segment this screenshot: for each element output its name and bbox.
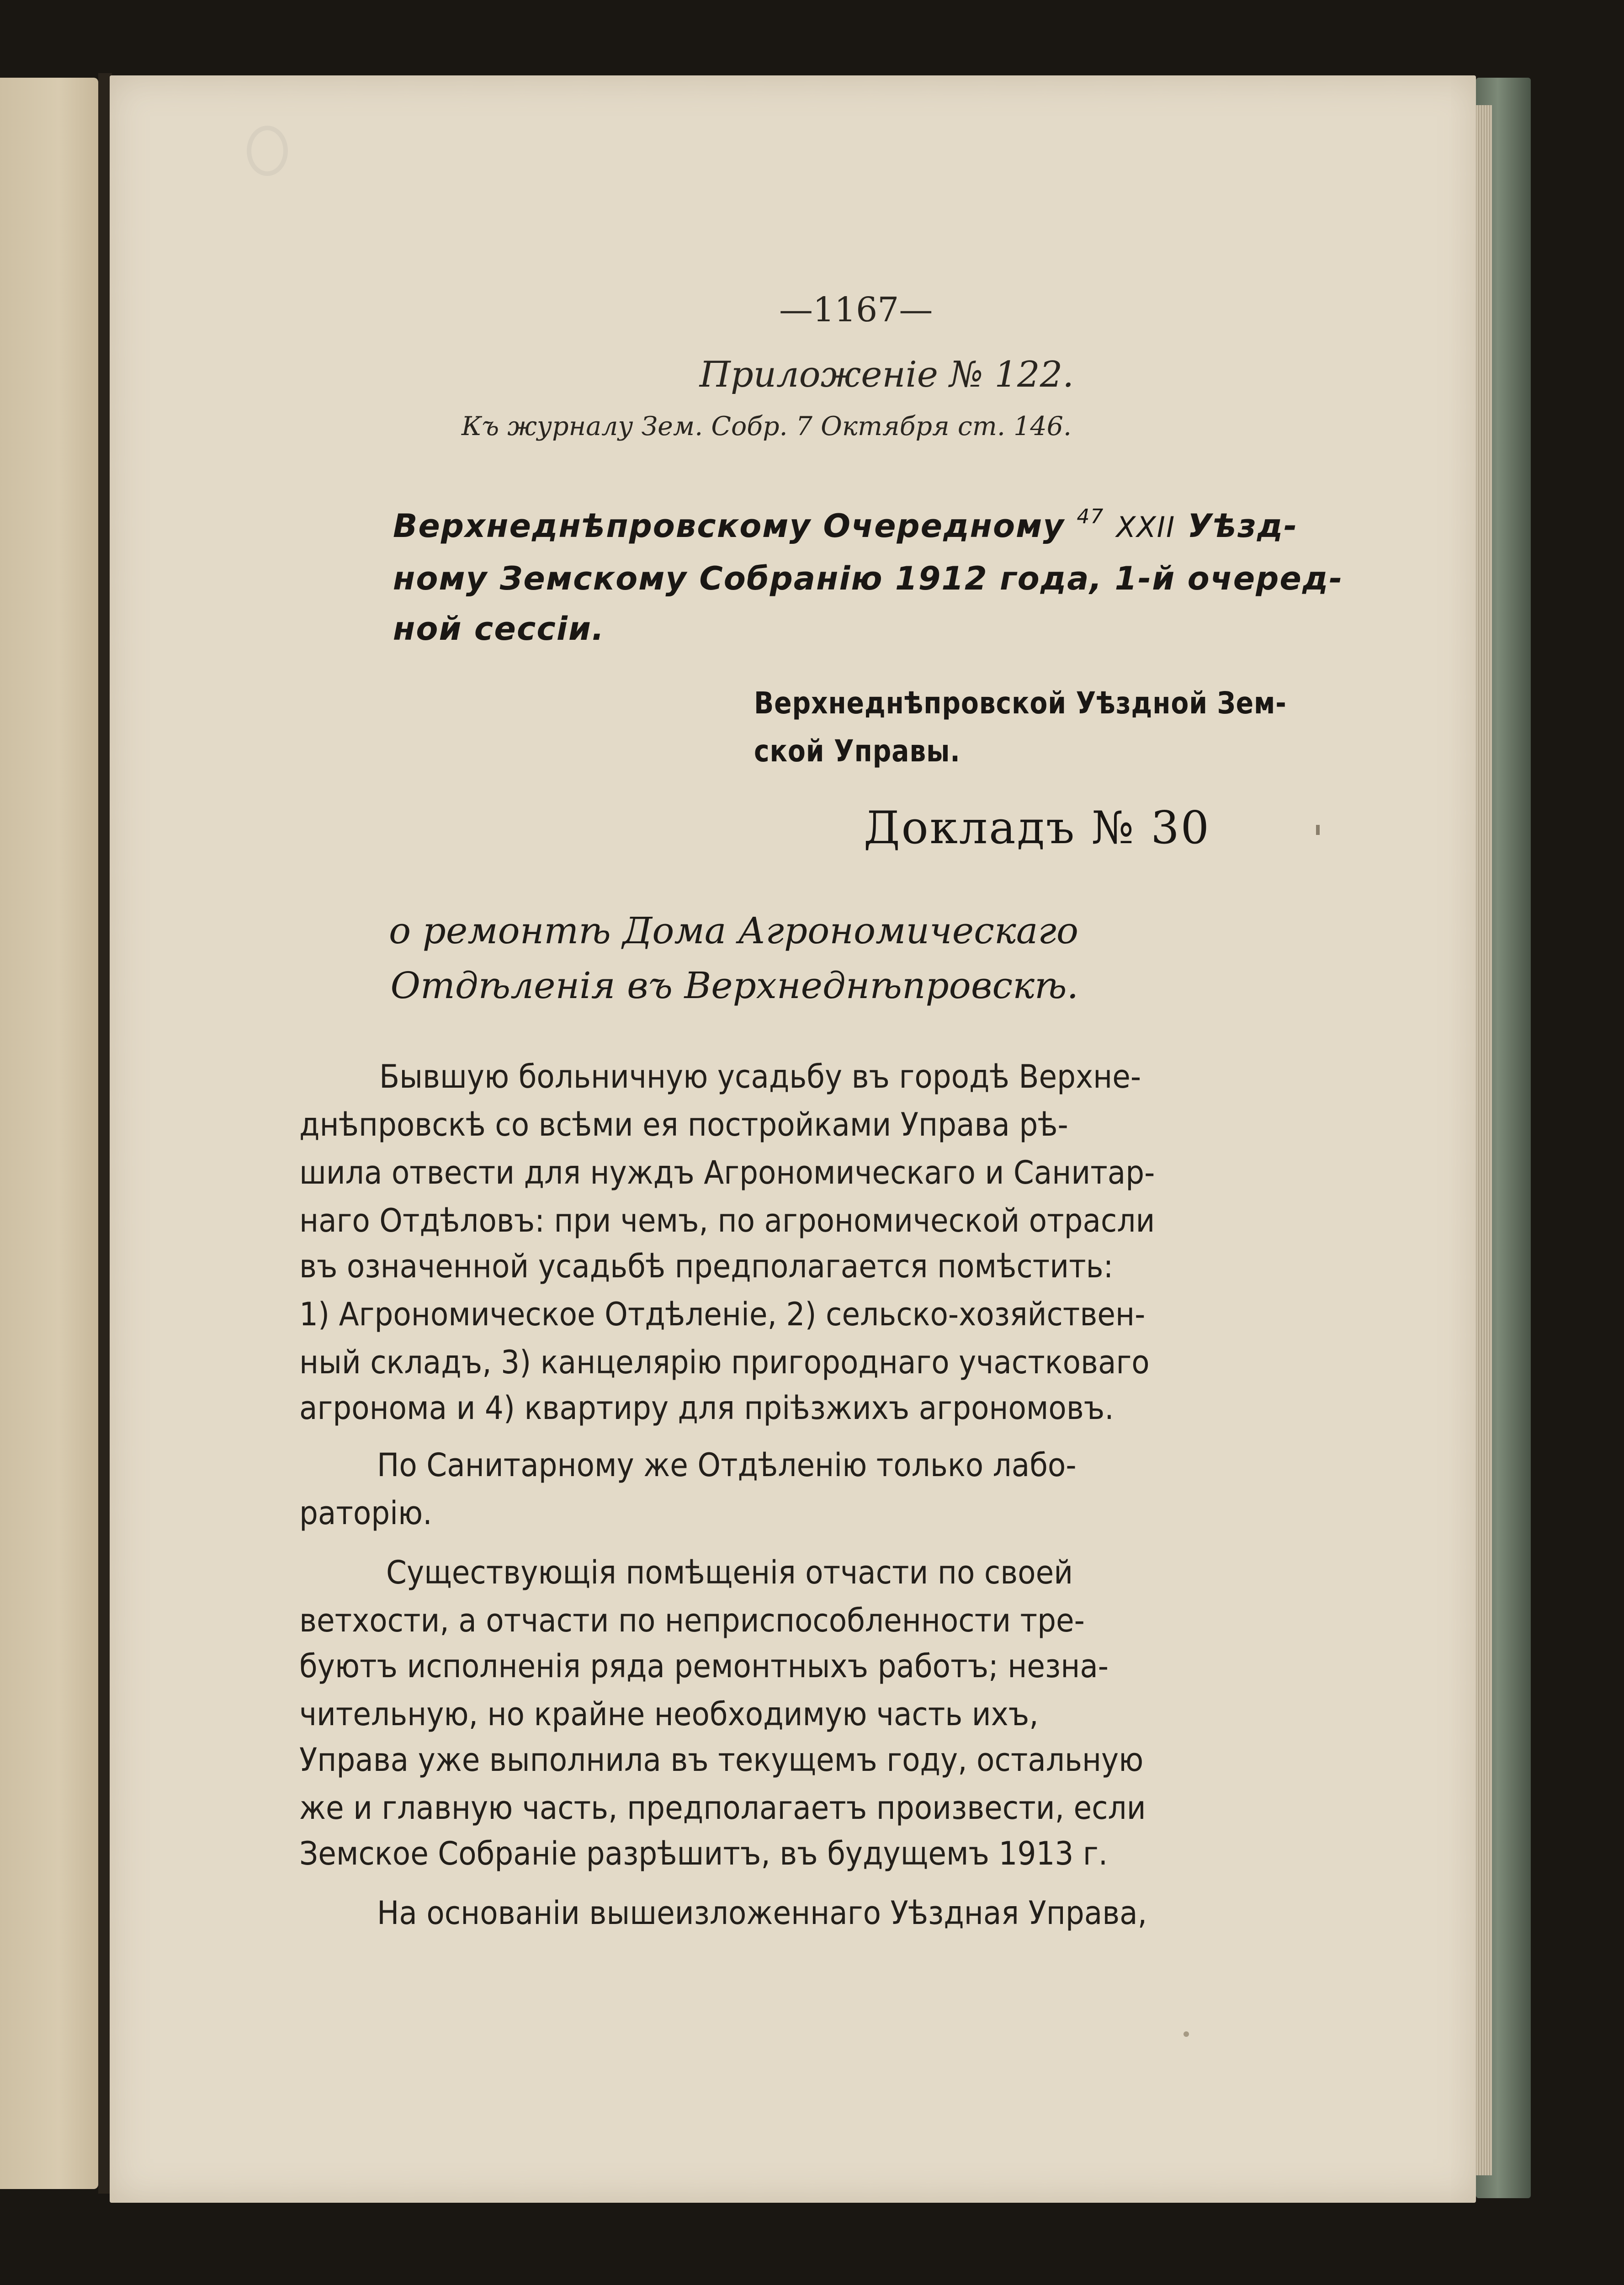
addressee-text: Верхнеднѣпровскому Очередному <box>393 507 1065 545</box>
addressee-superscript: 47 <box>1077 505 1104 528</box>
ink-speck <box>1316 825 1320 835</box>
addressee-line <box>393 507 1298 545</box>
page-stack-edge <box>1474 105 1492 2175</box>
report-subject-line: о ремонтѣ Дома Агрономическаго <box>389 909 1078 952</box>
body-line: же и главную часть, предполагаетъ произвести, если <box>299 1789 1146 1827</box>
body-line: Существующія помѣщенія отчасти по своей <box>386 1554 1073 1591</box>
body-line: чительную, но крайне необходимую часть ихъ, <box>299 1695 1039 1733</box>
binding-ring-icon <box>247 126 288 176</box>
body-line: днѣпровскѣ со всѣми ея постройками Управа рѣ- <box>299 1106 1068 1143</box>
body-line: агронома и 4) квартиру для пріѣзжихъ агрономовъ. <box>299 1389 1114 1427</box>
body-line: На основаніи вышеизложеннаго Уѣздная Управа, <box>377 1894 1147 1932</box>
body-line: ветхости, а отчасти по неприспособленности тре- <box>299 1602 1085 1639</box>
previous-page-edge <box>0 78 98 2189</box>
sender-line: Верхнеднѣпровской Уѣздной Зем- <box>754 686 1287 721</box>
addressee-text: Уѣзд- <box>1187 507 1298 545</box>
body-line: 1) Агрономическое Отдѣленіе, 2) сельско-хозяйствен- <box>299 1296 1146 1333</box>
body-line: Бывшую больничную усадьбу въ городѣ Верхне- <box>379 1058 1141 1095</box>
sender-line: ской Управы. <box>754 733 961 769</box>
body-line: буютъ исполненія ряда ремонтныхъ работъ; незна- <box>299 1647 1109 1685</box>
page-number: —1167— <box>779 290 933 329</box>
body-line: По Санитарному же Отдѣленію только лабо- <box>377 1446 1077 1484</box>
body-line: наго Отдѣловъ: при чемъ, по агрономической отрасли <box>299 1202 1155 1239</box>
body-line: шила отвести для нуждъ Агрономическаго и Санитар- <box>299 1154 1155 1191</box>
ink-speck <box>1184 2031 1189 2037</box>
body-line: ный складъ, 3) канцелярію пригороднаго участковаго <box>299 1344 1150 1381</box>
session-roman-numeral: XXII <box>1116 510 1176 544</box>
addressee-line: ному Земскому Собранію 1912 года, 1-й очеред- <box>393 560 1343 597</box>
report-subject-line: Отдѣленія въ Верхнеднѣпровскѣ. <box>390 964 1078 1007</box>
appendix-subtitle: Къ журналу Зем. Собр. 7 Октября ст. 146. <box>462 411 1072 441</box>
body-line: Управа уже выполнила въ текущемъ году, остальную <box>299 1741 1144 1779</box>
document-page <box>110 75 1476 2203</box>
body-line: раторію. <box>299 1494 432 1532</box>
body-line: Земское Собраніе разрѣшитъ, въ будущемъ 1913 г. <box>299 1835 1108 1872</box>
addressee-line: ной сессіи. <box>393 610 605 648</box>
report-title: Докладъ № 30 <box>864 802 1211 854</box>
body-line: въ означенной усадьбѣ предполагается помѣстить: <box>299 1248 1114 1285</box>
appendix-title: Приложеніе № 122. <box>699 354 1074 395</box>
